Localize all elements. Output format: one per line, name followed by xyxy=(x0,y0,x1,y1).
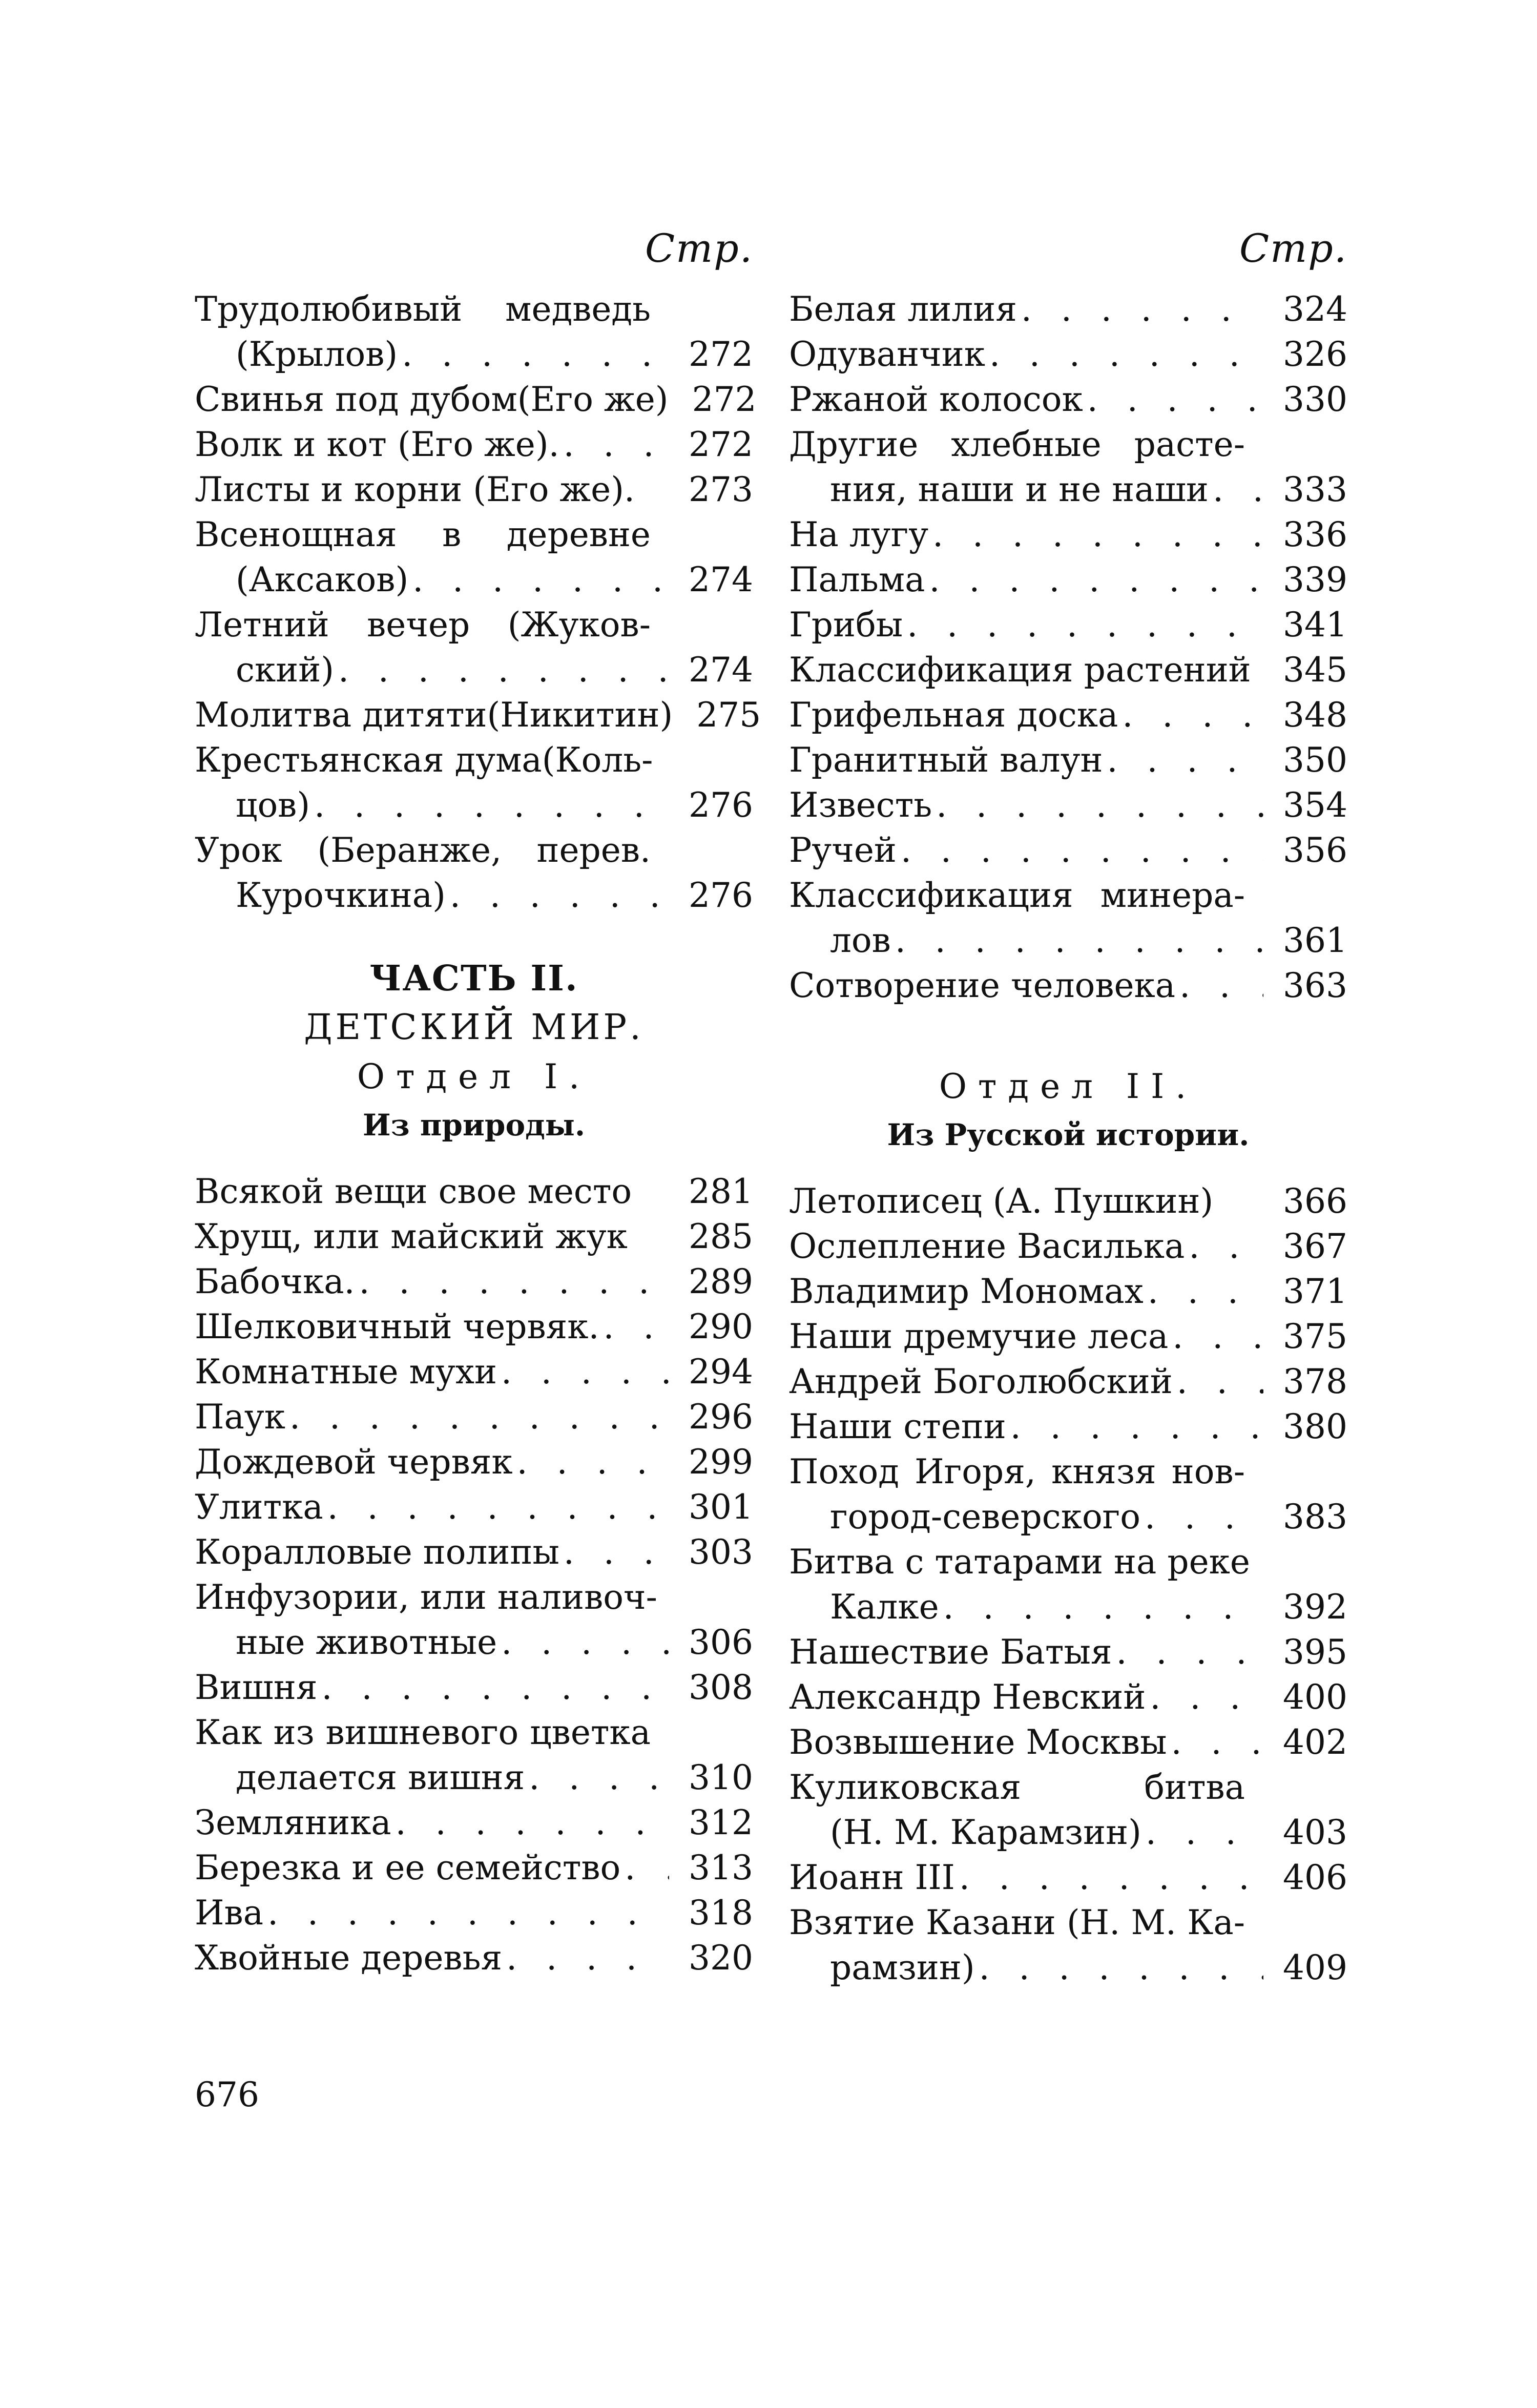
toc-entry xyxy=(789,828,1347,873)
dot-leader xyxy=(402,332,669,377)
dot-leader xyxy=(895,918,1263,963)
toc-entry-page: 281 xyxy=(689,1172,753,1211)
toc-entry xyxy=(195,1214,753,1259)
toc-entry-page: 378 xyxy=(1283,1362,1347,1401)
toc-entry-title: Возвышение Москвы xyxy=(789,1722,1167,1762)
dot-leader xyxy=(359,1259,669,1304)
toc-entry xyxy=(789,1540,1347,1630)
toc-entry-title-line: Трудолюбивый медведь xyxy=(195,289,651,329)
toc-entry xyxy=(789,1675,1347,1720)
dot-leader xyxy=(1107,738,1263,783)
toc-entry xyxy=(789,873,1347,963)
toc-entry-page: 306 xyxy=(689,1623,753,1662)
dot-leader xyxy=(604,1304,669,1350)
dot-leader xyxy=(450,873,669,918)
toc-entry xyxy=(789,738,1347,783)
dot-leader xyxy=(907,603,1263,648)
toc-entry-page: 366 xyxy=(1283,1181,1347,1221)
dot-leader xyxy=(932,512,1263,557)
dot-leader xyxy=(979,1945,1263,1990)
toc-entry-page: 272 xyxy=(689,425,753,464)
toc-entry-page: 333 xyxy=(1283,470,1347,509)
toc-entry xyxy=(789,1224,1347,1269)
toc-entry-title: Дождевой червяк xyxy=(195,1442,513,1482)
toc-entry-title: Всякой вещи свое место xyxy=(195,1172,632,1211)
dot-leader xyxy=(1189,1224,1263,1269)
toc-entry xyxy=(789,783,1347,828)
toc-entry-title: Березка и ее семейство xyxy=(195,1848,621,1887)
toc-entry-title-line: Всенощная в деревне xyxy=(195,515,651,554)
toc-entry-title-line: Крестьянская дума(Коль- xyxy=(195,740,653,780)
toc-entry xyxy=(789,603,1347,648)
toc-entry-page: 301 xyxy=(689,1487,753,1527)
toc-entry-title: Бабочка. xyxy=(195,1262,355,1301)
toc-entry-title-line: Поход Игоря, князя нов- xyxy=(789,1452,1245,1491)
dot-leader xyxy=(1021,287,1263,332)
toc-entry-page: 380 xyxy=(1283,1407,1347,1446)
toc-list-left-top xyxy=(195,287,761,918)
toc-entry xyxy=(195,1575,753,1665)
toc-entry xyxy=(195,377,757,422)
toc-entry xyxy=(195,1440,753,1485)
dot-leader xyxy=(517,1440,669,1485)
toc-entry-page: 290 xyxy=(689,1307,753,1346)
toc-entry xyxy=(195,1891,753,1936)
dot-leader xyxy=(1087,377,1263,422)
dot-leader xyxy=(396,1800,669,1845)
dot-leader xyxy=(1146,1810,1263,1855)
toc-entry-page: 310 xyxy=(689,1758,753,1797)
toc-entry-page: 409 xyxy=(1283,1948,1347,1987)
toc-entry-title: Гранитный валун xyxy=(789,740,1103,780)
toc-entry-page: 375 xyxy=(1283,1317,1347,1356)
toc-entry xyxy=(789,1314,1347,1359)
dot-leader xyxy=(314,783,669,828)
toc-entry xyxy=(195,1800,753,1845)
toc-entry xyxy=(195,467,753,512)
toc-entry xyxy=(789,693,1347,738)
toc-entry-page: 303 xyxy=(689,1532,753,1572)
dot-leader xyxy=(1177,1359,1263,1404)
toc-entry-title: Грибы xyxy=(789,605,903,645)
toc-entry-title: рамзин) xyxy=(830,1948,975,1987)
toc-list-right-bottom xyxy=(789,1179,1347,1990)
toc-entry-title-line: Другие хлебные расте- xyxy=(789,425,1245,464)
toc-entry-title: ные животные xyxy=(236,1623,497,1662)
department-heading-1: Из природы. xyxy=(362,1108,586,1143)
dot-leader xyxy=(1145,1494,1263,1540)
toc-list-right-top xyxy=(789,287,1347,1008)
department-title-1: Отдел I. xyxy=(357,1057,591,1096)
toc-entry-title: Курочкина) xyxy=(236,876,446,915)
toc-entry xyxy=(195,1169,753,1214)
toc-entry xyxy=(195,828,753,918)
dot-leader xyxy=(289,1395,669,1440)
toc-entry xyxy=(789,1404,1347,1449)
toc-entry-title-line: Взятие Казани (Н. М. Ка- xyxy=(789,1903,1245,1942)
toc-entry-title: Калке xyxy=(830,1587,939,1627)
toc-entry-title-line: Битва с татарами на реке xyxy=(789,1542,1250,1582)
toc-entry xyxy=(789,422,1347,512)
toc-entry-page: 339 xyxy=(1283,560,1347,599)
toc-entry-title: лов xyxy=(830,921,891,960)
toc-entry-title: Комнатные мухи xyxy=(195,1352,497,1392)
toc-entry-title: Грифельная доска xyxy=(789,695,1118,735)
toc-entry-page: 326 xyxy=(1283,335,1347,374)
toc-entry-page: 275 xyxy=(696,695,761,735)
toc-entry xyxy=(195,1304,753,1350)
toc-entry xyxy=(195,693,761,738)
toc-entry xyxy=(195,1395,753,1440)
toc-entry-page: 400 xyxy=(1283,1677,1347,1717)
toc-entry-title: Летописец (А. Пушкин) xyxy=(789,1181,1214,1221)
toc-entry-page: 356 xyxy=(1283,831,1347,870)
toc-entry-title: Ослепление Василька xyxy=(789,1227,1185,1266)
toc-entry xyxy=(195,1710,753,1800)
toc-entry-title: Классификация растений xyxy=(789,650,1251,690)
toc-entry xyxy=(789,1449,1347,1540)
dot-leader xyxy=(564,1530,669,1575)
toc-entry-title: Свинья под дубом(Его же) xyxy=(195,380,669,419)
toc-entry xyxy=(195,1350,753,1395)
toc-entry-page: 272 xyxy=(689,335,753,374)
toc-entry-title: Вишня xyxy=(195,1668,318,1707)
toc-entry-title-line: Урок (Беранже, перев. xyxy=(195,831,651,870)
toc-entry-title-line: Куликовская битва xyxy=(789,1768,1245,1807)
toc-entry-page: 273 xyxy=(689,470,753,509)
dot-leader xyxy=(1150,1675,1263,1720)
dot-leader xyxy=(959,1855,1263,1900)
toc-entry-page: 312 xyxy=(689,1803,753,1842)
toc-entry-title: Нашествие Батыя xyxy=(789,1632,1112,1672)
toc-entry xyxy=(789,1720,1347,1765)
toc-entry-page: 371 xyxy=(1283,1272,1347,1311)
toc-entry-title: Ива xyxy=(195,1893,264,1933)
toc-entry-title: (Крылов) xyxy=(236,335,398,374)
column-header-left: Стр. xyxy=(645,225,753,271)
toc-entry xyxy=(789,287,1347,332)
toc-entry-page: 276 xyxy=(689,785,753,825)
toc-entry-page: 403 xyxy=(1283,1813,1347,1852)
toc-entry-title: ния, наши и не наши xyxy=(830,470,1209,509)
dot-leader xyxy=(501,1620,669,1665)
dot-leader xyxy=(1171,1720,1263,1765)
toc-entry-page: 395 xyxy=(1283,1632,1347,1672)
dot-leader xyxy=(929,557,1263,603)
toc-entry-page: 285 xyxy=(689,1217,753,1256)
toc-entry-page: 274 xyxy=(689,560,753,599)
toc-column-right xyxy=(789,225,1347,1990)
toc-entry xyxy=(195,512,753,603)
toc-entry-title: Андрей Боголюбский xyxy=(789,1362,1173,1401)
toc-entry-page: 313 xyxy=(689,1848,753,1887)
dot-leader xyxy=(1179,963,1263,1008)
toc-entry-title: Наши дремучие леса xyxy=(789,1317,1169,1356)
toc-entry-title: Известь xyxy=(789,785,932,825)
toc-entry-title: Наши степи xyxy=(789,1407,1006,1446)
toc-entry-page: 289 xyxy=(689,1262,753,1301)
dot-leader xyxy=(501,1350,669,1395)
dot-leader xyxy=(943,1585,1263,1630)
toc-entry-title: Владимир Мономах xyxy=(789,1272,1144,1311)
toc-entry-page: 406 xyxy=(1283,1858,1347,1897)
toc-entry-title: Листы и корни (Его же). xyxy=(195,470,635,509)
toc-entry-page: 320 xyxy=(689,1938,753,1978)
toc-entry-page: 402 xyxy=(1283,1722,1347,1762)
dot-leader xyxy=(529,1755,669,1800)
toc-entry-page: 345 xyxy=(1283,650,1347,690)
toc-entry-page: 330 xyxy=(1283,380,1347,419)
column-header-right: Стр. xyxy=(1239,225,1347,271)
toc-entry xyxy=(789,1855,1347,1900)
toc-entry-title-line: Классификация минера- xyxy=(789,876,1245,915)
dot-leader xyxy=(1010,1404,1263,1449)
toc-entry xyxy=(195,738,753,828)
toc-entry-title: Хрущ, или майский жук xyxy=(195,1217,628,1256)
toc-entry xyxy=(195,422,753,467)
toc-entry xyxy=(195,1530,753,1575)
toc-entry xyxy=(789,1359,1347,1404)
dot-leader xyxy=(1213,467,1263,512)
toc-entry-title: Ржаной колосок xyxy=(789,380,1083,419)
dot-leader xyxy=(1148,1269,1263,1314)
toc-entry-title: Земляника xyxy=(195,1803,391,1842)
toc-entry-page: 363 xyxy=(1283,966,1347,1005)
toc-entry xyxy=(789,1765,1347,1855)
toc-entry-title: делается вишня xyxy=(236,1758,525,1797)
toc-entry xyxy=(789,1269,1347,1314)
dot-leader xyxy=(564,422,669,467)
toc-entry-title: цов) xyxy=(236,785,310,825)
toc-entry xyxy=(789,1179,1347,1224)
toc-entry-title: Коралловые полипы xyxy=(195,1532,559,1572)
toc-entry-page: 367 xyxy=(1283,1227,1347,1266)
toc-entry-title: (Н. М. Карамзин) xyxy=(830,1813,1141,1852)
dot-leader xyxy=(936,783,1263,828)
toc-entry-page: 274 xyxy=(689,650,753,690)
toc-entry xyxy=(789,332,1347,377)
toc-entry-page: 318 xyxy=(689,1893,753,1933)
dot-leader xyxy=(267,1891,669,1936)
part-title: ЧАСТЬ II. xyxy=(369,958,578,999)
dot-leader xyxy=(412,557,669,603)
dot-leader xyxy=(506,1936,669,1981)
toc-entry xyxy=(195,287,753,377)
toc-entry-title: Ручей xyxy=(789,831,897,870)
toc-entry-title: Улитка xyxy=(195,1487,323,1527)
toc-entry-page: 392 xyxy=(1283,1587,1347,1627)
toc-entry xyxy=(789,1900,1347,1990)
toc-entry-title-line: Летний вечер (Жуков- xyxy=(195,605,651,645)
toc-entry-title: Пальма xyxy=(789,560,925,599)
toc-entry-title: Шелковичный червяк. xyxy=(195,1307,599,1346)
toc-entry-title: Сотворение человека xyxy=(789,966,1176,1005)
toc-entry-title: Молитва дитяти(Никитин) xyxy=(195,695,673,735)
toc-entry-title: Паук xyxy=(195,1397,285,1437)
toc-entry xyxy=(789,377,1347,422)
toc-entry xyxy=(195,603,753,693)
toc-entry-title: На лугу xyxy=(789,515,929,554)
toc-entry-page: 350 xyxy=(1283,740,1347,780)
toc-entry-title: Одуванчик xyxy=(789,335,985,374)
dot-leader xyxy=(989,332,1263,377)
dot-leader xyxy=(321,1665,669,1710)
toc-entry xyxy=(195,1665,753,1710)
toc-entry-page: 341 xyxy=(1283,605,1347,645)
toc-entry-page: 354 xyxy=(1283,785,1347,825)
toc-entry xyxy=(789,963,1347,1008)
toc-entry-page: 308 xyxy=(689,1668,753,1707)
department-heading-2: Из Русской истории. xyxy=(887,1117,1250,1152)
toc-entry-title: ский) xyxy=(236,650,334,690)
toc-entry-title-line: Инфузории, или наливоч- xyxy=(195,1577,657,1617)
toc-entry-page: 336 xyxy=(1283,515,1347,554)
toc-entry-title: (Аксаков) xyxy=(236,560,409,599)
dot-leader xyxy=(625,1845,669,1891)
toc-entry-title: Иоанн III xyxy=(789,1858,955,1897)
toc-entry-title: Александр Невский xyxy=(789,1677,1146,1717)
toc-list-left-bottom xyxy=(195,1169,753,1981)
toc-entry-page: 299 xyxy=(689,1442,753,1482)
toc-entry-title: Волк и кот (Его же). xyxy=(195,425,559,464)
toc-entry-page: 272 xyxy=(692,380,757,419)
toc-entry-page: 383 xyxy=(1283,1497,1347,1537)
dot-leader xyxy=(901,828,1263,873)
toc-entry-title: Хвойные деревья xyxy=(195,1938,503,1978)
toc-entry-page: 348 xyxy=(1283,695,1347,735)
page-number: 676 xyxy=(195,2075,259,2114)
toc-entry xyxy=(789,512,1347,557)
toc-entry xyxy=(195,1485,753,1530)
toc-column-left xyxy=(195,225,761,1981)
part-subtitle: ДЕТСКИЙ МИР. xyxy=(304,1007,644,1048)
toc-entry-page: 324 xyxy=(1283,289,1347,329)
dot-leader xyxy=(327,1485,669,1530)
dot-leader xyxy=(338,648,669,693)
toc-entry-page: 296 xyxy=(689,1397,753,1437)
toc-entry-page: 294 xyxy=(689,1352,753,1392)
toc-entry-title: город-северского xyxy=(830,1497,1140,1537)
toc-entry xyxy=(195,1259,753,1304)
dot-leader xyxy=(1122,693,1263,738)
toc-entry xyxy=(195,1936,753,1981)
dot-leader xyxy=(1172,1314,1263,1359)
toc-entry-page: 361 xyxy=(1283,921,1347,960)
department-title-2: Отдел II. xyxy=(939,1067,1198,1106)
dot-leader xyxy=(1116,1630,1263,1675)
toc-entry xyxy=(789,1630,1347,1675)
toc-entry xyxy=(789,648,1347,693)
toc-entry xyxy=(789,557,1347,603)
toc-entry xyxy=(195,1845,753,1891)
toc-entry-page: 276 xyxy=(689,876,753,915)
toc-entry-title-line: Как из вишневого цветка xyxy=(195,1713,651,1752)
toc-entry-title: Белая лилия xyxy=(789,289,1017,329)
